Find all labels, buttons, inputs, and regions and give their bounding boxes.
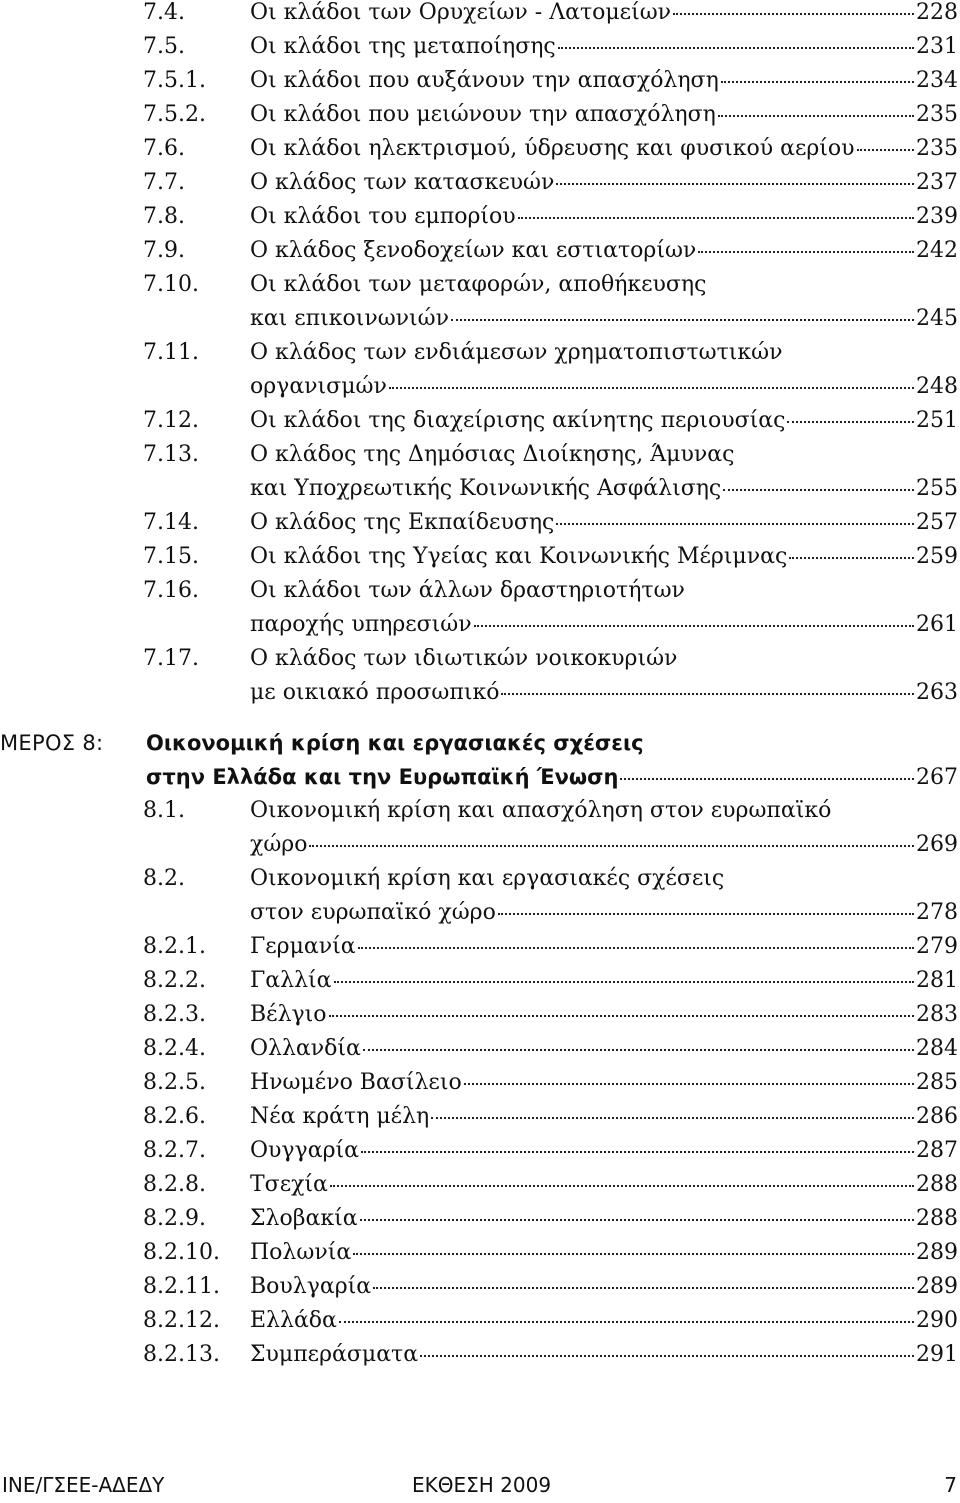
entry-page-number: 289 — [916, 1274, 958, 1299]
toc-entry-line — [0, 0, 960, 30]
entry-title-row — [250, 930, 958, 964]
dot-leader — [556, 182, 914, 185]
entry-page-number: 242 — [916, 238, 958, 263]
entry-title-row — [250, 1134, 958, 1168]
entry-number: 8.2. — [143, 866, 185, 891]
entry-title-row — [250, 506, 958, 540]
entry-page-number: 290 — [916, 1308, 958, 1333]
entry-number: 8.2.6. — [143, 1104, 206, 1129]
toc-entry-line — [0, 574, 960, 608]
entry-title-row — [250, 472, 958, 506]
entry-title: Γαλλία — [250, 968, 332, 993]
entry-page-number: 278 — [916, 900, 958, 925]
page-footer — [0, 1470, 960, 1500]
entry-page-number: 289 — [916, 1240, 958, 1265]
entry-title-row — [250, 1338, 958, 1372]
dot-leader — [339, 1320, 914, 1323]
entry-page-number: 248 — [916, 374, 958, 399]
entry-page-number: 239 — [916, 204, 958, 229]
entry-number: 8.2.1. — [143, 934, 206, 959]
dot-leader — [498, 912, 914, 915]
entry-title-row — [250, 370, 958, 404]
entry-page-number: 245 — [916, 306, 958, 331]
toc-entry-line — [0, 1270, 960, 1304]
toc-entry-line — [0, 964, 960, 998]
dot-leader — [363, 1048, 914, 1051]
entry-number: 8.2.8. — [143, 1172, 206, 1197]
dot-leader — [474, 624, 914, 627]
entry-title-row — [146, 760, 958, 794]
entry-title-row — [250, 1032, 958, 1066]
toc-entry-line — [0, 896, 960, 930]
entry-page-number: 259 — [916, 544, 958, 569]
entry-title: χώρο — [250, 832, 308, 857]
entry-title: Οι κλάδοι που αυξάνουν την απασχόληση — [250, 68, 719, 93]
entry-title: Ο κλάδος ξενοδοχείων και εστιατορίων — [250, 238, 697, 263]
entry-number: 8.2.9. — [143, 1206, 206, 1231]
toc-entry-line — [0, 336, 960, 370]
toc-entry-line — [0, 438, 960, 472]
dot-leader — [464, 1082, 914, 1085]
entry-number: 7.5. — [143, 34, 185, 59]
entry-number: 7.14. — [143, 510, 199, 535]
dot-leader — [789, 556, 914, 559]
entry-title: Οι κλάδοι της μεταποίησης — [250, 34, 556, 59]
entry-page-number: 283 — [916, 1002, 958, 1027]
entry-title-row — [250, 1168, 958, 1202]
entry-page-number: 234 — [916, 68, 958, 93]
entry-number: 8.2.4. — [143, 1036, 206, 1061]
dot-leader — [558, 46, 914, 49]
entry-number: 8.2.7. — [143, 1138, 206, 1163]
entry-title: Ολλανδία — [250, 1036, 361, 1061]
entry-title-row — [250, 200, 958, 234]
entry-page-number: 251 — [916, 408, 958, 433]
entry-title: και Υποχρεωτικής Κοινωνικής Ασφάλισης — [250, 476, 722, 501]
entry-title: Πολωνία — [250, 1240, 352, 1265]
entry-page-number: 288 — [916, 1206, 958, 1231]
entry-title: Ο κλάδος της Εκπαίδευσης — [250, 510, 555, 535]
dot-leader — [857, 148, 914, 151]
dot-leader — [673, 12, 914, 15]
entry-title: Οι κλάδοι των Ορυχείων - Λατομείων — [250, 0, 672, 25]
entry-title-row — [250, 302, 958, 336]
toc-entry-line — [0, 540, 960, 574]
entry-page-number: 257 — [916, 510, 958, 535]
entry-title: Οι κλάδοι ηλεκτρισμού, ύδρευσης και φυσικού αερίου — [250, 136, 855, 161]
entry-number: 8.2.10. — [143, 1240, 220, 1265]
entry-title: Ουγγαρία — [250, 1138, 359, 1163]
entry-title-row — [250, 0, 958, 30]
entry-title: Οι κλάδοι που μειώνουν την απασχόληση — [250, 102, 716, 127]
entry-title: Βέλγιο — [250, 1002, 327, 1027]
entry-page-number: 279 — [916, 934, 958, 959]
dot-leader — [556, 522, 914, 525]
entry-title: Συμπεράσματα — [250, 1342, 419, 1367]
dot-leader — [329, 1014, 914, 1017]
dot-leader — [361, 1150, 914, 1153]
toc-entry-line — [0, 1066, 960, 1100]
dot-leader — [360, 1218, 914, 1221]
footer-report-title: ΕΚΘΕΣΗ 2009 — [412, 1473, 552, 1497]
entry-page-number: 255 — [916, 476, 958, 501]
entry-number: 7.13. — [143, 442, 199, 467]
entry-number: 7.17. — [143, 646, 199, 671]
entry-number: 8.1. — [143, 798, 185, 823]
entry-title-row — [250, 676, 958, 710]
toc-entry-line — [0, 828, 960, 862]
entry-page-number: 269 — [916, 832, 958, 857]
entry-number: 8.2.11. — [143, 1274, 220, 1299]
dot-leader — [309, 844, 914, 847]
entry-page-number: 267 — [916, 765, 958, 790]
toc-entry-line — [0, 862, 960, 896]
entry-title: οργανισμών — [250, 374, 387, 399]
entry-number: 7.16. — [143, 578, 199, 603]
entry-title-row — [250, 404, 958, 438]
entry-title-row — [250, 828, 958, 862]
toc-entry-line — [0, 1100, 960, 1134]
toc-entry-line — [0, 302, 960, 336]
entry-page-number: 284 — [916, 1036, 958, 1061]
toc-entry-line — [0, 1304, 960, 1338]
part-label: ΜΕΡΟΣ 8: — [0, 731, 104, 755]
entry-title: παροχής υπηρεσιών — [250, 612, 472, 637]
entry-number: 8.2.12. — [143, 1308, 220, 1333]
entry-number: 7.15. — [143, 544, 199, 569]
dot-leader — [518, 216, 914, 219]
dot-leader — [389, 386, 914, 389]
entry-title-row — [250, 1100, 958, 1134]
entry-title-row — [250, 1236, 958, 1270]
entry-number: 7.6. — [143, 136, 185, 161]
entry-title-row — [250, 98, 958, 132]
toc-entry-line — [0, 1202, 960, 1236]
entry-number: 7.5.2. — [143, 102, 206, 127]
entry-title: Οικονομική κρίση και εργασιακές σχέσεις — [146, 731, 644, 755]
entry-title-row — [250, 64, 958, 98]
entry-number: 8.2.5. — [143, 1070, 206, 1095]
entry-title: και επικοινωνιών — [250, 306, 449, 331]
toc-entry-line — [0, 166, 960, 200]
entry-title: Ο κλάδος των κατασκευών — [250, 170, 555, 195]
entry-number: 7.12. — [143, 408, 199, 433]
entry-title: Ο κλάδος των ιδιωτικών νοικοκυριών — [250, 646, 678, 671]
entry-title: Νέα κράτη μέλη — [250, 1104, 430, 1129]
entry-page-number: 263 — [916, 680, 958, 705]
entry-title: Σλοβακία — [250, 1206, 358, 1231]
toc-entry-line — [0, 370, 960, 404]
dot-leader — [431, 1116, 914, 1119]
entry-page-number: 288 — [916, 1172, 958, 1197]
dot-leader — [353, 1252, 914, 1255]
toc-entry-line — [0, 930, 960, 964]
dot-leader — [501, 692, 914, 695]
toc-entry-line — [0, 794, 960, 828]
toc-entry-line — [0, 1134, 960, 1168]
dot-leader — [373, 1286, 914, 1289]
entry-page-number: 231 — [916, 34, 958, 59]
toc-entry-line — [0, 676, 960, 710]
entry-title: Οικονομική κρίση και εργασιακές σχέσεις — [250, 866, 725, 891]
toc-entry-line — [0, 268, 960, 302]
dot-leader — [723, 488, 914, 491]
entry-title-row — [250, 438, 958, 472]
dot-leader — [358, 946, 914, 949]
toc-entry-line — [0, 998, 960, 1032]
dot-leader — [718, 114, 914, 117]
entry-title-row — [250, 132, 958, 166]
dot-leader — [420, 1354, 914, 1357]
dot-leader — [330, 1184, 914, 1187]
toc-entry-line — [0, 98, 960, 132]
toc-entry-line — [0, 642, 960, 676]
entry-title-row — [250, 964, 958, 998]
dot-leader — [721, 80, 914, 83]
footer-publisher: ΙΝΕ/ΓΣΕΕ-ΑΔΕΔΥ — [2, 1473, 165, 1497]
entry-page-number: 228 — [916, 0, 958, 25]
entry-page-number: 281 — [916, 968, 958, 993]
entry-title: στην Ελλάδα και την Ευρωπαϊκή Ένωση — [146, 765, 619, 789]
entry-title-row — [146, 726, 958, 760]
toc-entry-line — [0, 1338, 960, 1372]
entry-title-row — [250, 268, 958, 302]
part-heading-line — [0, 726, 960, 760]
toc-entry-line — [0, 1168, 960, 1202]
entry-number: 8.2.2. — [143, 968, 206, 993]
toc-entry-line — [0, 64, 960, 98]
entry-page-number: 235 — [916, 136, 958, 161]
entry-title: Οι κλάδοι του εμπορίου — [250, 204, 516, 229]
entry-title-row — [250, 166, 958, 200]
toc-entry-line — [0, 1236, 960, 1270]
entry-title: Ο κλάδος των ενδιάμεσων χρηματοπιστωτικών — [250, 340, 783, 365]
entry-page-number: 291 — [916, 1342, 958, 1367]
entry-title: Ο κλάδος της Δημόσιας Διοίκησης, Άμυνας — [250, 442, 735, 467]
entry-title-row — [250, 234, 958, 268]
entry-title-row — [250, 1270, 958, 1304]
toc-entry-line — [0, 200, 960, 234]
entry-title-row — [250, 1202, 958, 1236]
entry-number: 7.7. — [143, 170, 185, 195]
footer-page-number: 7 — [944, 1473, 957, 1497]
toc-entry-line — [0, 1032, 960, 1066]
entry-number: 7.8. — [143, 204, 185, 229]
entry-number: 7.9. — [143, 238, 185, 263]
entry-title-row — [250, 642, 958, 676]
toc-entry-line — [0, 234, 960, 268]
entry-page-number: 286 — [916, 1104, 958, 1129]
entry-title-row — [250, 608, 958, 642]
entry-page-number: 287 — [916, 1138, 958, 1163]
entry-number: 7.11. — [143, 340, 199, 365]
entry-title-row — [250, 336, 958, 370]
dot-leader — [620, 777, 914, 780]
entry-number: 7.10. — [143, 272, 199, 297]
entry-title: με οικιακό προσωπικό — [250, 680, 500, 705]
dot-leader — [451, 318, 914, 321]
entry-title-row — [250, 1066, 958, 1100]
entry-title-row — [250, 896, 958, 930]
entry-title: Βουλγαρία — [250, 1274, 372, 1299]
toc-entry-line — [0, 132, 960, 166]
entry-title: Οικονομική κρίση και απασχόληση στον ευρωπαϊκό — [250, 798, 832, 823]
dot-leader — [698, 250, 914, 253]
entry-number: 8.2.13. — [143, 1342, 220, 1367]
entry-title: Οι κλάδοι των μεταφορών, αποθήκευσης — [250, 272, 707, 297]
part-heading-line — [0, 760, 960, 794]
entry-title: Γερμανία — [250, 934, 356, 959]
entry-number: 7.4. — [143, 0, 185, 25]
entry-title-row — [250, 30, 958, 64]
entry-title-row — [250, 794, 958, 828]
entry-title-row — [250, 862, 958, 896]
toc-entry-line — [0, 30, 960, 64]
entry-title-row — [250, 540, 958, 574]
entry-title: Ελλάδα — [250, 1308, 337, 1333]
entry-title: στον ευρωπαϊκό χώρο — [250, 900, 496, 925]
toc-entry-line — [0, 608, 960, 642]
entry-title-row — [250, 1304, 958, 1338]
entry-title: Οι κλάδοι της διαχείρισης ακίνητης περιουσίας — [250, 408, 786, 433]
entry-page-number: 235 — [916, 102, 958, 127]
toc-entry-line — [0, 472, 960, 506]
dot-leader — [787, 420, 914, 423]
entry-title-row — [250, 998, 958, 1032]
dot-leader — [334, 980, 915, 983]
entry-title: Οι κλάδοι της Υγείας και Κοινωνικής Μέριμνας — [250, 544, 788, 569]
toc-entry-line — [0, 506, 960, 540]
toc-entry-line — [0, 404, 960, 438]
entry-title: Τσεχία — [250, 1172, 328, 1197]
entry-title-row — [250, 574, 958, 608]
entry-number: 8.2.3. — [143, 1002, 206, 1027]
entry-title: Οι κλάδοι των άλλων δραστηριοτήτων — [250, 578, 685, 603]
entry-page-number: 237 — [916, 170, 958, 195]
entry-page-number: 261 — [916, 612, 958, 637]
entry-number: 7.5.1. — [143, 68, 206, 93]
entry-title: Ηνωμένο Βασίλειο — [250, 1070, 462, 1095]
entry-page-number: 285 — [916, 1070, 958, 1095]
